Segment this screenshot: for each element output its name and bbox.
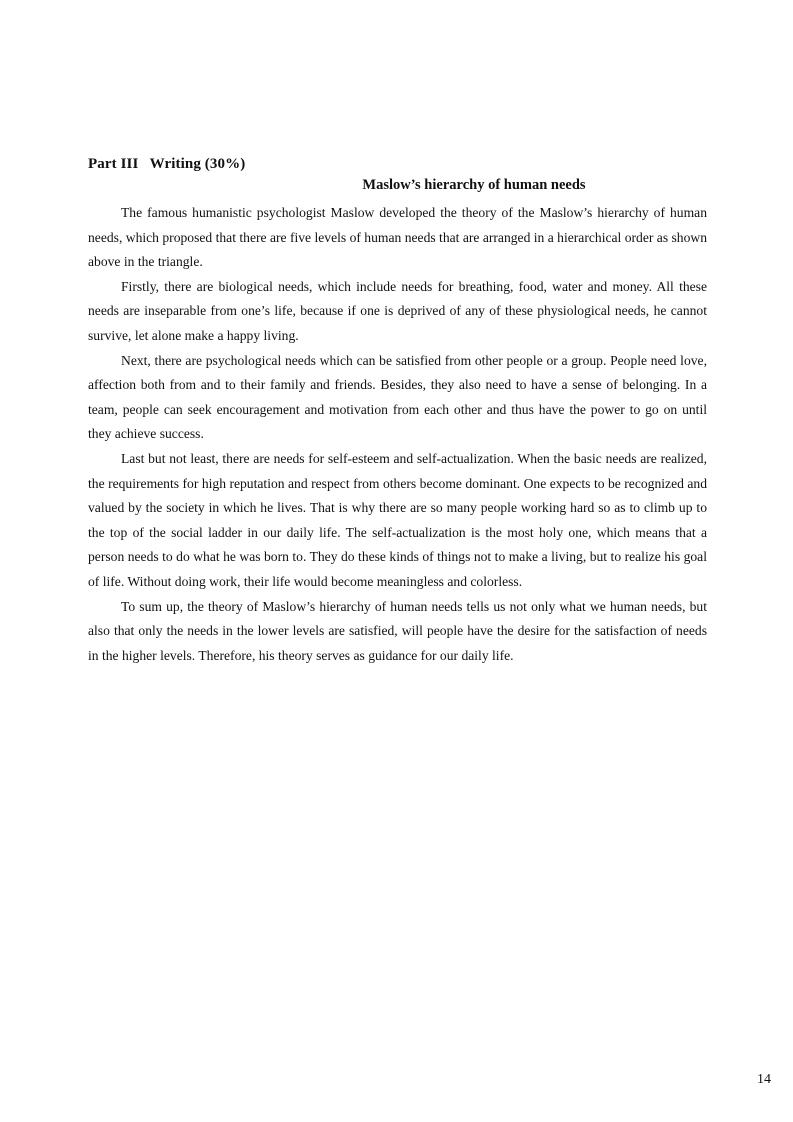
paragraph-psychological-needs: Next, there are psychological needs which can be satisfied from other people or a group. People need love, affection both from and to their family and friends. Besides, they also need to have a sense of belonging. In a team, people can seek encouragement and motivation from each other and thus have the power to go on until they achieve success. bbox=[88, 352, 707, 442]
paragraph-conclusion: To sum up, the theory of Maslow’s hierarchy of human needs tells us not only what we human needs, but also that only the needs in the lower levels are satisfied, will people have the desire for the satisfaction of needs in the higher levels. Therefore, his theory serves as guidance for our daily life. bbox=[88, 598, 707, 663]
essay-body bbox=[88, 201, 707, 668]
section-part: Part III bbox=[88, 156, 139, 172]
section-weight: (30%) bbox=[204, 156, 246, 172]
essay-title: Maslow’s hierarchy of human needs bbox=[362, 177, 586, 193]
section-name: Writing bbox=[149, 156, 201, 172]
paragraph-self-esteem-actualization: Last but not least, there are needs for self-esteem and self-actualization. When the basic needs are realized, the requirements for high reputation and respect from others become dominant. One expects to be recognized and valued by the society in which he lives. That is why there are so many people working hard so as to climb up to the top of the social ladder in our daily life. The self-actualization is the most holy one, which means that a person needs to do what he was born to. They do these kinds of things not to make a living, but to realize his goal of life. Without doing work, their life would become meaningless and colorless. bbox=[88, 450, 707, 589]
paragraph-biological-needs: Firstly, there are biological needs, which include needs for breathing, food, water and money. All these needs are inseparable from one’s life, because if one is deprived of any of these physiological needs, he cannot survive, let alone make a happy living. bbox=[88, 278, 707, 343]
paragraph-intro: The famous humanistic psychologist Maslow developed the theory of the Maslow’s hierarchy of human needs, which proposed that there are five levels of human needs that are arranged in a hierarchical order as shown above in the triangle. bbox=[88, 205, 708, 270]
section-heading bbox=[88, 156, 245, 173]
page-number: 14 bbox=[757, 1072, 771, 1087]
